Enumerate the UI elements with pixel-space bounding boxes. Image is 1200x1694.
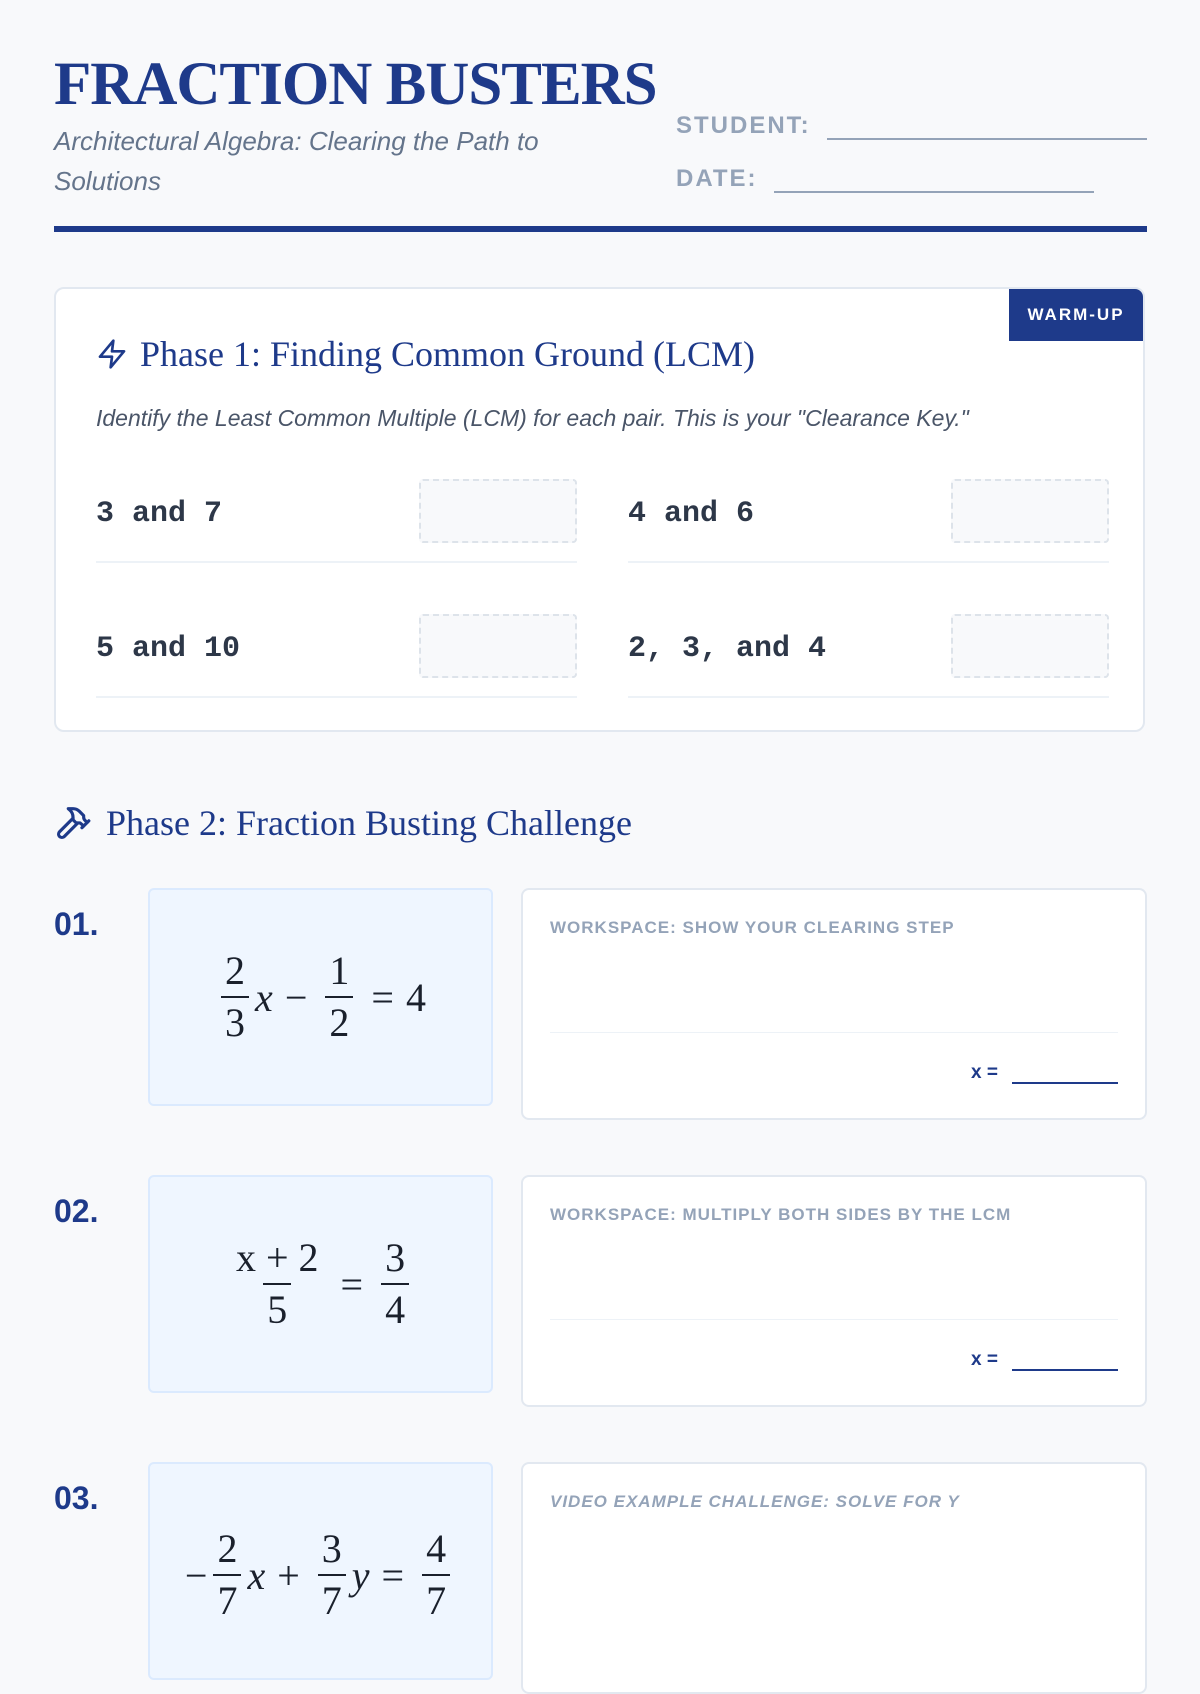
workspace-label: WORKSPACE: MULTIPLY BOTH SIDES BY THE LCM [550,1205,1012,1224]
lcm-answer-box[interactable] [951,614,1109,678]
answer-field [971,1349,1118,1371]
worksheet-title: FRACTION BUSTERS [54,51,657,118]
date-blank[interactable] [774,165,1094,193]
lcm-pair-label: 2, 3, and 4 [628,632,827,666]
lcm-answer-box[interactable] [419,614,577,678]
workspace[interactable] [521,888,1147,1120]
hammer-icon [54,804,92,842]
lightning-icon [96,338,128,370]
phase1-heading [96,333,755,375]
equation: − $\frac{2}{7}$ x + $\frac{3}{7}$ y = $\frac{4}{7}$ [185,1526,456,1624]
lcm-pair-label: 4 and 6 [628,497,755,531]
equation: $\frac{2}{3}$ x − $\frac{1}{2}$ = 4 [215,948,426,1046]
worksheet-subtitle: Architectural Algebra: Clearing the Path to Solutions [54,126,539,196]
lcm-answer-box[interactable] [951,479,1109,543]
answer-label: x = [971,1349,998,1370]
header-divider [54,226,1147,232]
student-label: STUDENT: [676,112,811,139]
answer-label: x = [971,1062,998,1083]
lcm-item [628,479,1109,563]
phase1-title: Phase 1: Finding Common Ground (LCM) [140,334,756,374]
lcm-answer-box[interactable] [419,479,577,543]
problem-number: 02. [54,1193,99,1229]
lcm-item [96,614,577,698]
answer-blank[interactable] [1012,1351,1118,1371]
header [54,0,1147,236]
warmup-badge: WARM-UP [1009,289,1143,341]
problem-number: 01. [54,906,99,942]
answer-field [971,1062,1118,1084]
phase2-heading [54,802,632,844]
student-name-blank[interactable] [827,112,1147,140]
equation: $\frac{x + 2}{5}$ = $\frac{3}{4}$ [226,1235,415,1333]
workspace[interactable] [521,1175,1147,1407]
phase1-instructions: Identify the Least Common Multiple (LCM) for each pair. This is your "Clearance Key." [96,405,969,431]
workspace[interactable] [521,1462,1147,1694]
workspace-divider [550,1032,1118,1033]
equation-box [148,1175,493,1393]
lcm-pair-label: 3 and 7 [96,497,223,531]
workspace-divider [550,1319,1118,1320]
worksheet [54,0,1147,1623]
equation-box [148,1462,493,1680]
date-label: DATE: [676,165,758,192]
equation-box [148,888,493,1106]
phase2-title: Phase 2: Fraction Busting Challenge [106,803,632,843]
lcm-item [628,614,1109,698]
answer-blank[interactable] [1012,1064,1118,1084]
workspace-label: WORKSPACE: SHOW YOUR CLEARING STEP [550,918,955,937]
student-field [676,112,1147,140]
workspace-label: VIDEO EXAMPLE CHALLENGE: SOLVE FOR Y [550,1492,960,1511]
problem-number: 03. [54,1480,99,1516]
lcm-pair-label: 5 and 10 [96,632,241,666]
lcm-item [96,479,577,563]
date-field [676,165,1094,193]
phase1-card [54,287,1145,732]
